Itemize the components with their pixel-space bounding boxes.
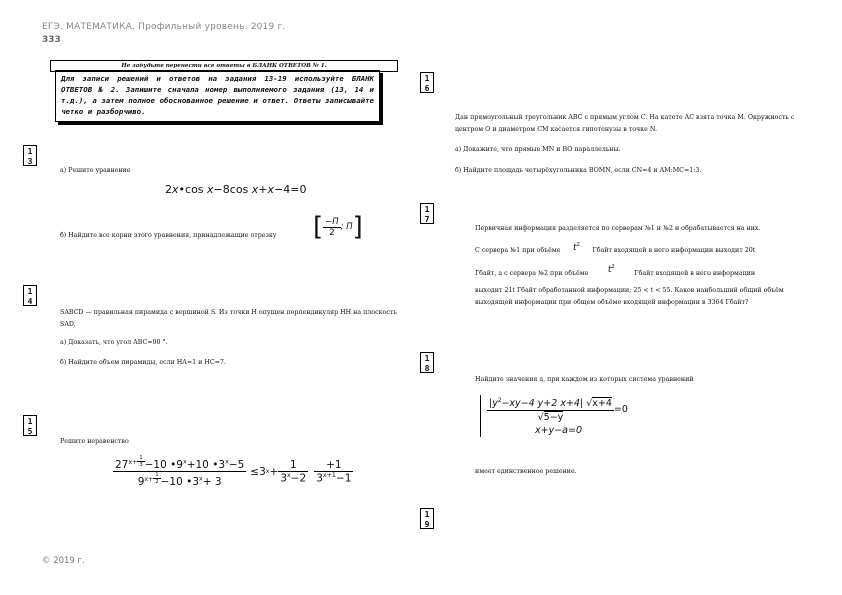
task-number-19: 1 9 <box>420 508 434 529</box>
transfer-answers-banner: Не забудьте перенести все ответы в БЛАНК ОТВЕТОВ № 1. <box>50 60 398 72</box>
task13-interval: [ $\frac{-\Pi}{2}$ ; Π ] <box>313 212 363 242</box>
task-number-13: 1 3 <box>23 145 37 166</box>
task14-part-a: а) Доказать, что угол ABC=90 °. <box>60 339 168 346</box>
task18-after: имеет единственное решение. <box>475 468 577 475</box>
task15-inequality: $27^{x+ \frac{1}{3}}$ −10 $•9^x+10$ $•3^x-5$ $9^{x+ \frac{1}{2}}$ −10 $•3^x+ 3$ ≤3 x + $\frac{1}{3^x-2}$ $\frac{+1}{3^{x+1}-1}$ <box>115 455 352 488</box>
task-number-17: 1 7 <box>420 203 434 224</box>
task-number-18: 1 8 <box>420 352 434 373</box>
task18-text: Найдите значения a, при каждом из которых система уравнений <box>475 376 694 383</box>
task13-equation: 2x•cos x−8cos x+x−4=0 <box>165 183 307 196</box>
task-number-14: 1 4 <box>23 285 37 306</box>
task13-part-a: а) Решите уравнение <box>60 167 131 174</box>
task17-line4: выходит 21t Гбайт обработанной информации; 25 < t < 55. Каков наибольший общий объём выходящей информации при общем объёме входящей информации в 3364 Гбайт? <box>475 287 784 306</box>
task13-part-b: б) Найдите все корни этого уравнения, принадлежащие отрезку <box>60 232 277 239</box>
variant-number: 333 <box>42 35 61 45</box>
task-number-16: 1 6 <box>420 72 434 93</box>
task14-part-b: б) Найдите объем пирамиды, если HA=1 и HC=7. <box>60 359 226 366</box>
task15-text: Решите неравенство <box>60 438 129 445</box>
task17-line2: С сервера №1 при объёме $t^2$ Гбайт входящей в него информации выходит 20t <box>475 242 756 254</box>
task18-system: $\frac{|y^2-xy-4 y+2 x+4| √x+4}{√5-y}$ =0 x+y−a=0 <box>480 395 628 437</box>
instructions-box: Для записи решений и ответов на задания 13-19 используйте БЛАНК ОТВЕТОВ № 2. Запишите сначала номер выполняемого задания (13, 14 и т.д.), а затем полное обоснованное решение и ответ. Ответы записывайте четко и разборчиво. <box>55 70 380 122</box>
task16-part-a: а) Докажите, что прямые MN и BO параллельны. <box>455 146 621 153</box>
copyright-footer: © 2019 г. <box>42 556 85 566</box>
task17-line1: Первичная информация разделяется по серверам №1 и №2 и обрабатывается на них. <box>475 225 761 232</box>
task14-text: SABCD — правильная пирамида с вершиной S. Из точки H опущен перпендикуляр HH на плоскость SAD. <box>60 309 397 328</box>
task17-line3: Гбайт, а с сервера №2 при объёме $t^2$ Гбайт входящей в него информации <box>475 264 756 277</box>
task16-part-b: б) Найдите площадь четырёхугольника BOMN, если CN=4 и AM:MC=1:3. <box>455 167 702 174</box>
task-number-15: 1 5 <box>23 415 37 436</box>
task16-text: Дан прямоугольный треугольник ABC с прямым углом C. На катете AC взята точка M. Окружность с центром O и диаметром CM касается гипотенузы в точке N. <box>455 114 795 133</box>
header-title: ЕГЭ. МАТЕМАТИКА. Профильный уровень. 2019 г. <box>42 22 286 32</box>
